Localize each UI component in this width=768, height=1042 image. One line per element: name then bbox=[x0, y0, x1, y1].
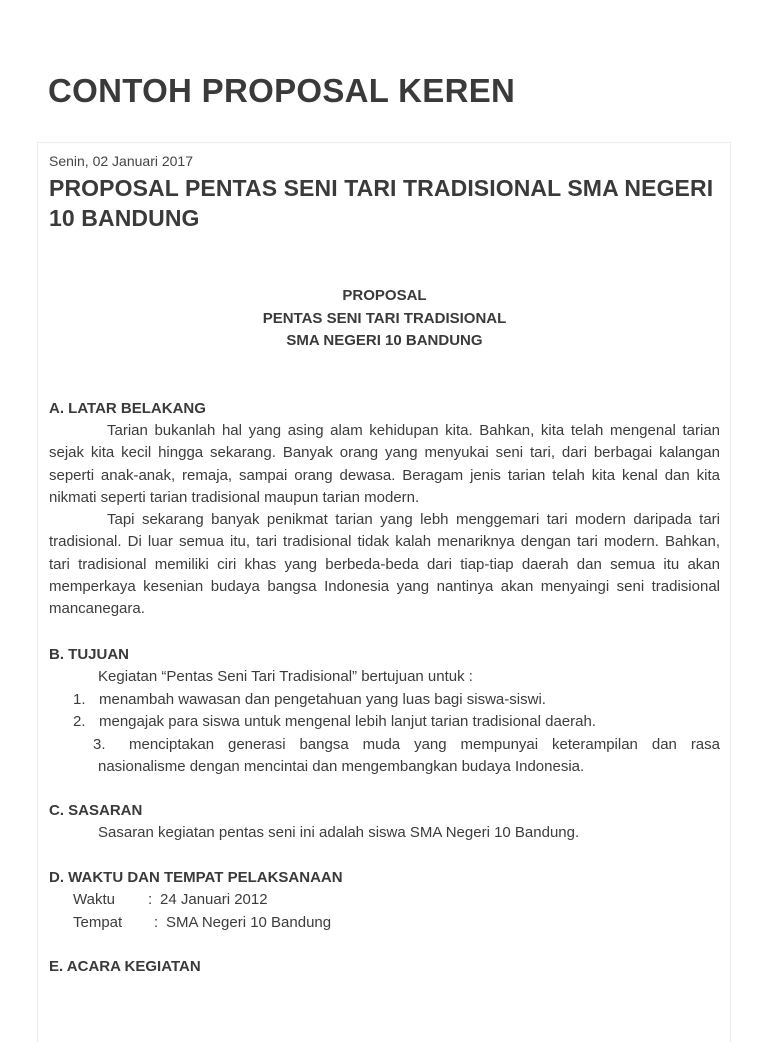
list-item-continuation: nasionalisme dengan mencintai dan mengembangkan budaya Indonesia. bbox=[98, 758, 585, 776]
list-item-number: 2. bbox=[73, 713, 86, 731]
tempat-value: SMA Negeri 10 Bandung bbox=[166, 913, 332, 931]
section-a-paragraph: Tapi sekarang banyak penikmat tarian yang lebh menggemari tari modern daripada tari tradisional. Di luar semua itu, tari tradisional tidak kalah menariknya dengan tari modern. Bahkan, tari tradisional memiliki ciri khas yang berbeda-beda dari tiap-tiap daerah dan semua itu akan memperkaya kesenian budaya bangsa Indonesia yang nantinya akan menyaingi seni tradisional mancanegara. bbox=[49, 511, 720, 618]
waktu-separator: : bbox=[148, 891, 153, 909]
section-d-heading: D. WAKTU DAN TEMPAT PELAKSANAAN bbox=[49, 868, 343, 886]
section-c-heading: C. SASARAN bbox=[49, 801, 143, 819]
tempat-row bbox=[49, 912, 720, 935]
post-card bbox=[37, 142, 731, 1042]
section-a-heading: A. LATAR BELAKANG bbox=[49, 399, 206, 417]
document-heading-line: PROPOSAL bbox=[342, 287, 427, 304]
list-item bbox=[49, 689, 720, 712]
section-e-heading: E. ACARA KEGIATAN bbox=[49, 958, 201, 976]
post-date: Senin, 02 Januari 2017 bbox=[49, 153, 193, 169]
list-item-number: 1. bbox=[73, 690, 86, 708]
section-b-heading: B. TUJUAN bbox=[49, 645, 130, 663]
waktu-label: Waktu bbox=[73, 891, 115, 909]
section-b-intro: Kegiatan “Pentas Seni Tari Tradisional” bertujuan untuk : bbox=[98, 668, 473, 686]
section-c-text: Sasaran kegiatan pentas seni ini adalah siswa SMA Negeri 10 Bandung. bbox=[98, 824, 580, 842]
post-title[interactable]: PROPOSAL PENTAS SENI TARI TRADISIONAL SMA NEGERI 10 BANDUNG bbox=[49, 175, 714, 231]
list-item-text: menambah wawasan dan pengetahuan yang luas bagi siswa-siswi. bbox=[99, 690, 546, 708]
list-item bbox=[49, 734, 720, 757]
document-heading-line: PENTAS SENI TARI TRADISIONAL bbox=[262, 309, 507, 327]
list-item bbox=[49, 711, 720, 734]
tempat-label: Tempat bbox=[73, 913, 123, 931]
post-body bbox=[49, 151, 720, 979]
tempat-separator: : bbox=[154, 913, 159, 931]
waktu-row bbox=[49, 889, 720, 912]
document-heading bbox=[49, 285, 720, 353]
list-item-text: menciptakan generasi bangsa muda yang mempunyai keterampilan dan rasa bbox=[129, 735, 720, 753]
list-item-number: 3. bbox=[93, 735, 106, 753]
list-item-text: mengajak para siswa untuk mengenal lebih lanjut tarian tradisional daerah. bbox=[99, 713, 596, 731]
section-a-paragraph: Tarian bukanlah hal yang asing alam kehidupan kita. Bahkan, kita telah mengenal tarian sejak kita kecil hingga sekarang. Banyak orang yang menyukai seni tari, dari berbagai kalangan seperti anak-anak, remaja, sampai orang dewasa. Beragam jenis tarian telah kita kenal dan kita nikmati seperti tarian tradisional maupun tarian modern. bbox=[49, 422, 720, 506]
document-heading-line: SMA NEGERI 10 BANDUNG bbox=[286, 332, 483, 349]
blog-title: CONTOH PROPOSAL KEREN bbox=[48, 72, 516, 109]
waktu-value: 24 Januari 2012 bbox=[160, 891, 268, 909]
